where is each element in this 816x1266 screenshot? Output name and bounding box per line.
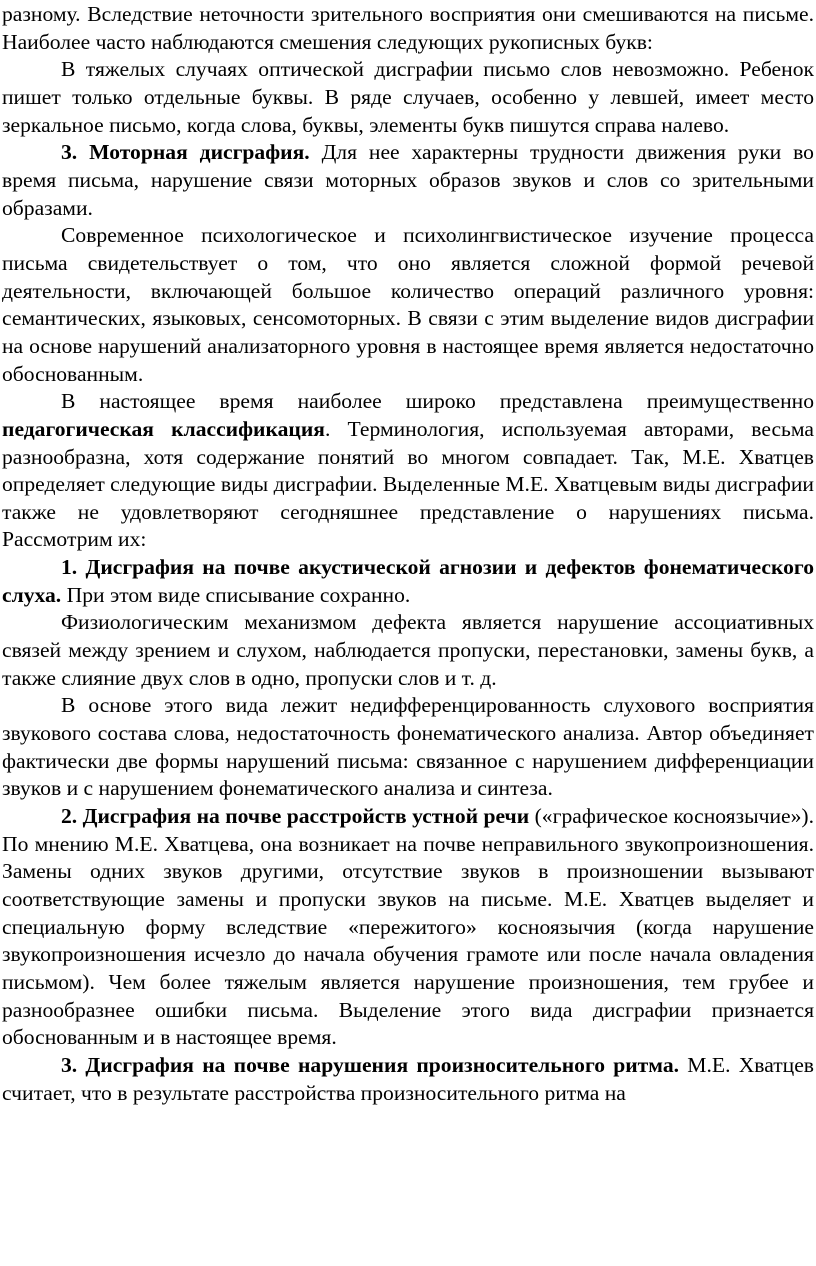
paragraph-6-text: При этом виде списывание сохранно. xyxy=(61,582,411,607)
paragraph-4 xyxy=(2,222,814,388)
paragraph-7-text: Физиологическим механизмом дефекта является нарушение ассоциативных связей между зрением и слухом, наблюдается пропуски, перестановки, замены букв, а также слияние двух слов в одно, пропуски слов и т. д. xyxy=(2,610,814,690)
paragraph-9-text: («графическое косноязычие»). По мнению М.Е. Хватцева, она возникает на почве неправильного звукопроизношения. Замены одних звуков другими, отсутствие звуков в произношении вызывают соответствующие замены и пропуски звуков на письме. М.Е. Хватцев выделяет и специальную форму вследствие «пережитого» косноязычия (когда нарушение звукопроизношения исчезло до начала обучения грамоте или после начала овладения письмом). Чем более тяжелым является нарушение произношения, тем грубее и разнообразнее ошибки письма. Выделение этого вида дисграфии признается обоснованным и в настоящее время. xyxy=(2,804,814,1050)
paragraph-acoustic-agnosia xyxy=(2,554,814,609)
paragraph-5 xyxy=(2,388,814,554)
heading-motor-dysgraphia: 3. Моторная дисграфия. xyxy=(61,140,310,165)
paragraph-5-lead: В настоящее время наиболее широко представлена преимущественно xyxy=(61,389,814,414)
paragraph-1 xyxy=(2,1,814,56)
paragraph-1-text: разному. Вследствие неточности зрительного восприятия они смешиваются на письме. Наиболее часто наблюдаются смешения следующих рукописных букв: xyxy=(2,2,814,54)
paragraph-motor-dysgraphia xyxy=(2,139,814,222)
paragraph-10-text: М.Е. Хватцев считает, что в результате расстройства произносительного ритма на xyxy=(2,1052,814,1105)
paragraph-4-text: Современное психологическое и психолингвистическое изучение процесса письма свидетельствует о том, что оно является сложной формой речевой деятельности, включающей большое количество операций различного уровня: семантических, языковых, сенсомоторных. В связи с этим выделение видов дисграфии на основе нарушений анализаторного уровня в настоящее время является недостаточно обоснованным. xyxy=(2,223,814,386)
paragraph-7 xyxy=(2,609,814,692)
paragraph-8-text: В основе этого вида лежит недифференцированность слухового восприятия звукового состава слова, недостаточность фонематического анализа. Автор объединяет фактически две формы нарушений письма: связанное с нарушением дифференциации звуков и с нарушением фонематического анализа и синтеза. xyxy=(2,693,814,801)
paragraph-2-text: В тяжелых случаях оптической дисграфии письмо слов невозможно. Ребенок пишет только отдельные буквы. В ряде случаев, особенно у левшей, имеет место зеркальное письмо, когда слова, буквы, элементы букв пишутся справа налево. xyxy=(2,57,814,137)
paragraph-oral-speech-disorders xyxy=(2,803,814,1052)
heading-oral-speech-disorders: 2. Дисграфия на почве расстройств устной речи xyxy=(61,804,530,829)
paragraph-2 xyxy=(2,56,814,139)
paragraph-3-text: Для нее характерны трудности движения руки во время письма, нарушение связи моторных образов звуков и слов со зрительными образами. xyxy=(2,140,814,220)
paragraph-8 xyxy=(2,692,814,803)
heading-acoustic-agnosia: 1. Дисграфия на почве акустической агнозии и дефектов фонематического слуха. xyxy=(2,555,814,607)
paragraph-5-text: . Терминология, используемая авторами, весьма разнообразна, хотя содержание понятий во многом совпадает. Так, М.Е. Хватцев определяет следующие виды дисграфии. Выделенные М.Е. Хватцевым виды дисграфии также не удовлетворяют сегодняшнее представление о нарушениях письма. Рассмотрим их: xyxy=(2,416,814,552)
paragraph-rhythm-disorder xyxy=(2,1052,814,1107)
term-pedagogical-classification: педагогическая классификация xyxy=(2,416,325,441)
heading-rhythm-disorder: 3. Дисграфия на почве нарушения произносительного ритма. xyxy=(61,1052,680,1077)
